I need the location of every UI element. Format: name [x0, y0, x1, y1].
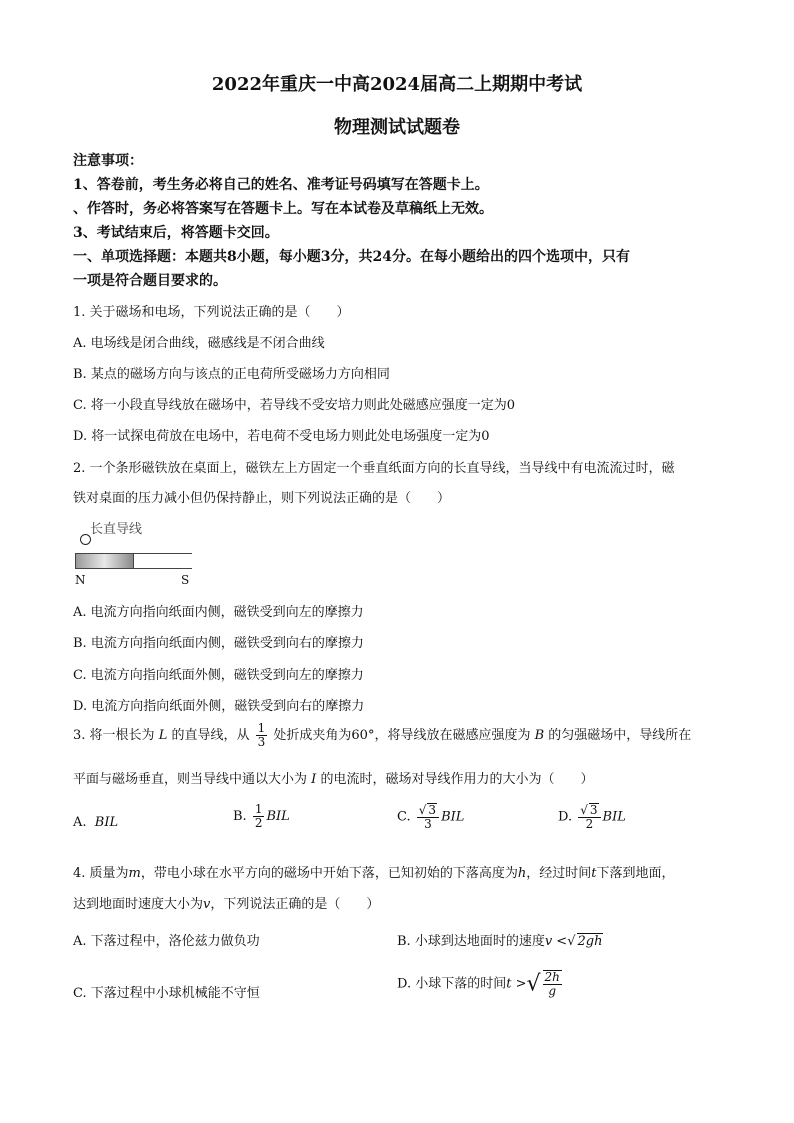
q3-option-c: C. $\frac{√ 3}{3}$ BIL	[397, 803, 465, 831]
q4-option-c: C. 下落过程中小球机械能不守恒	[73, 986, 260, 1001]
question-3-stem-cont: 平面与磁场垂直，则当导线中通以大小为 I 的电流时，磁场对导线作用力的大小为（ ）	[73, 772, 594, 787]
q1-option-b: B. 某点的磁场方向与该点的正电荷所受磁场力方向相同	[73, 367, 390, 382]
exam-subtitle: 物理测试试题卷	[334, 117, 460, 138]
bar-magnet	[75, 553, 192, 569]
q2-option-c: C. 电流方向指向纸面外侧，磁铁受到向左的摩擦力	[73, 668, 364, 683]
note-item: 3、考试结束后，将答题卡交回。	[73, 225, 279, 241]
notes-heading: 注意事项：	[73, 153, 143, 169]
figure-label-wire: 长直导线	[90, 522, 143, 537]
question-2-stem: 2. 一个条形磁铁放在桌面上，磁铁左上方固定一个垂直纸面方向的长直导线，当导线中有电流流过时，磁	[73, 461, 675, 476]
wire-cross-section-icon	[80, 534, 91, 545]
q4-option-d: D. 小球下落的时间t >√ $\frac{2h}{g}$	[397, 970, 560, 998]
section-heading-cont: 一项是符合题目要求的。	[73, 273, 227, 289]
question-3-stem: 3. 将一根长为 L 的直导线，从 $\frac{1}{3}$ 处折成夹角为60°，将导线放在磁感应强度为 B 的匀强磁场中，导线所在	[73, 721, 692, 749]
q2-option-b: B. 电流方向指向纸面内侧，磁铁受到向右的摩擦力	[73, 636, 364, 651]
question-1-stem: 1. 关于磁场和电场，下列说法正确的是（ ）	[73, 305, 350, 320]
q3-option-d: D. $\frac{√ 3}{2}$ BIL	[558, 803, 626, 831]
q2-option-a: A. 电流方向指向纸面内侧，磁铁受到向左的摩擦力	[73, 605, 364, 620]
q3-option-b: B. $\frac{1}{2}$ BIL	[233, 802, 290, 830]
q4-option-a: A. 下落过程中，洛伦兹力做负功	[73, 934, 260, 949]
question-2-stem-cont: 铁对桌面的压力减小但仍保持静止，则下列说法正确的是（ ）	[73, 491, 451, 506]
exam-title: 2022年重庆一中高2024届高二上期期中考试	[211, 74, 583, 95]
pole-s-label: S	[181, 573, 190, 587]
magnet-south-half	[133, 554, 192, 568]
note-item: 1、答卷前，考生务必将自己的姓名、准考证号码填写在答题卡上。	[73, 177, 489, 193]
q1-option-c: C. 将一小段直导线放在磁场中，若导线不受安培力则此处磁感应强度一定为0	[73, 398, 516, 413]
q3-option-a: A. BIL	[73, 815, 119, 830]
magnet-north-half	[76, 554, 133, 568]
question-4-stem: 4. 质量为m，带电小球在水平方向的磁场中开始下落，已知初始的下落高度为h，经过时间t下落到地面，	[73, 866, 675, 881]
section-heading: 一、单项选择题：本题共8小题，每小题3分，共24分。在每小题给出的四个选项中，只有	[73, 249, 630, 265]
pole-n-label: N	[75, 573, 86, 587]
fraction-one-third: $\frac{1}{3}$	[257, 721, 266, 749]
q4-option-b: B. 小球到达地面时的速度v <√ 2gh	[397, 934, 603, 949]
q1-option-d: D. 将一试探电荷放在电场中，若电荷不受电场力则此处电场强度一定为0	[73, 429, 490, 444]
q1-option-a: A. 电场线是闭合曲线，磁感线是不闭合曲线	[73, 336, 325, 351]
question-4-stem-cont: 达到地面时速度大小为v，下列说法正确的是（ ）	[73, 897, 380, 912]
note-item: 、作答时，务必将答案写在答题卡上。写在本试卷及草稿纸上无效。	[73, 201, 493, 217]
q2-option-d: D. 电流方向指向纸面外侧，磁铁受到向右的摩擦力	[73, 699, 365, 714]
